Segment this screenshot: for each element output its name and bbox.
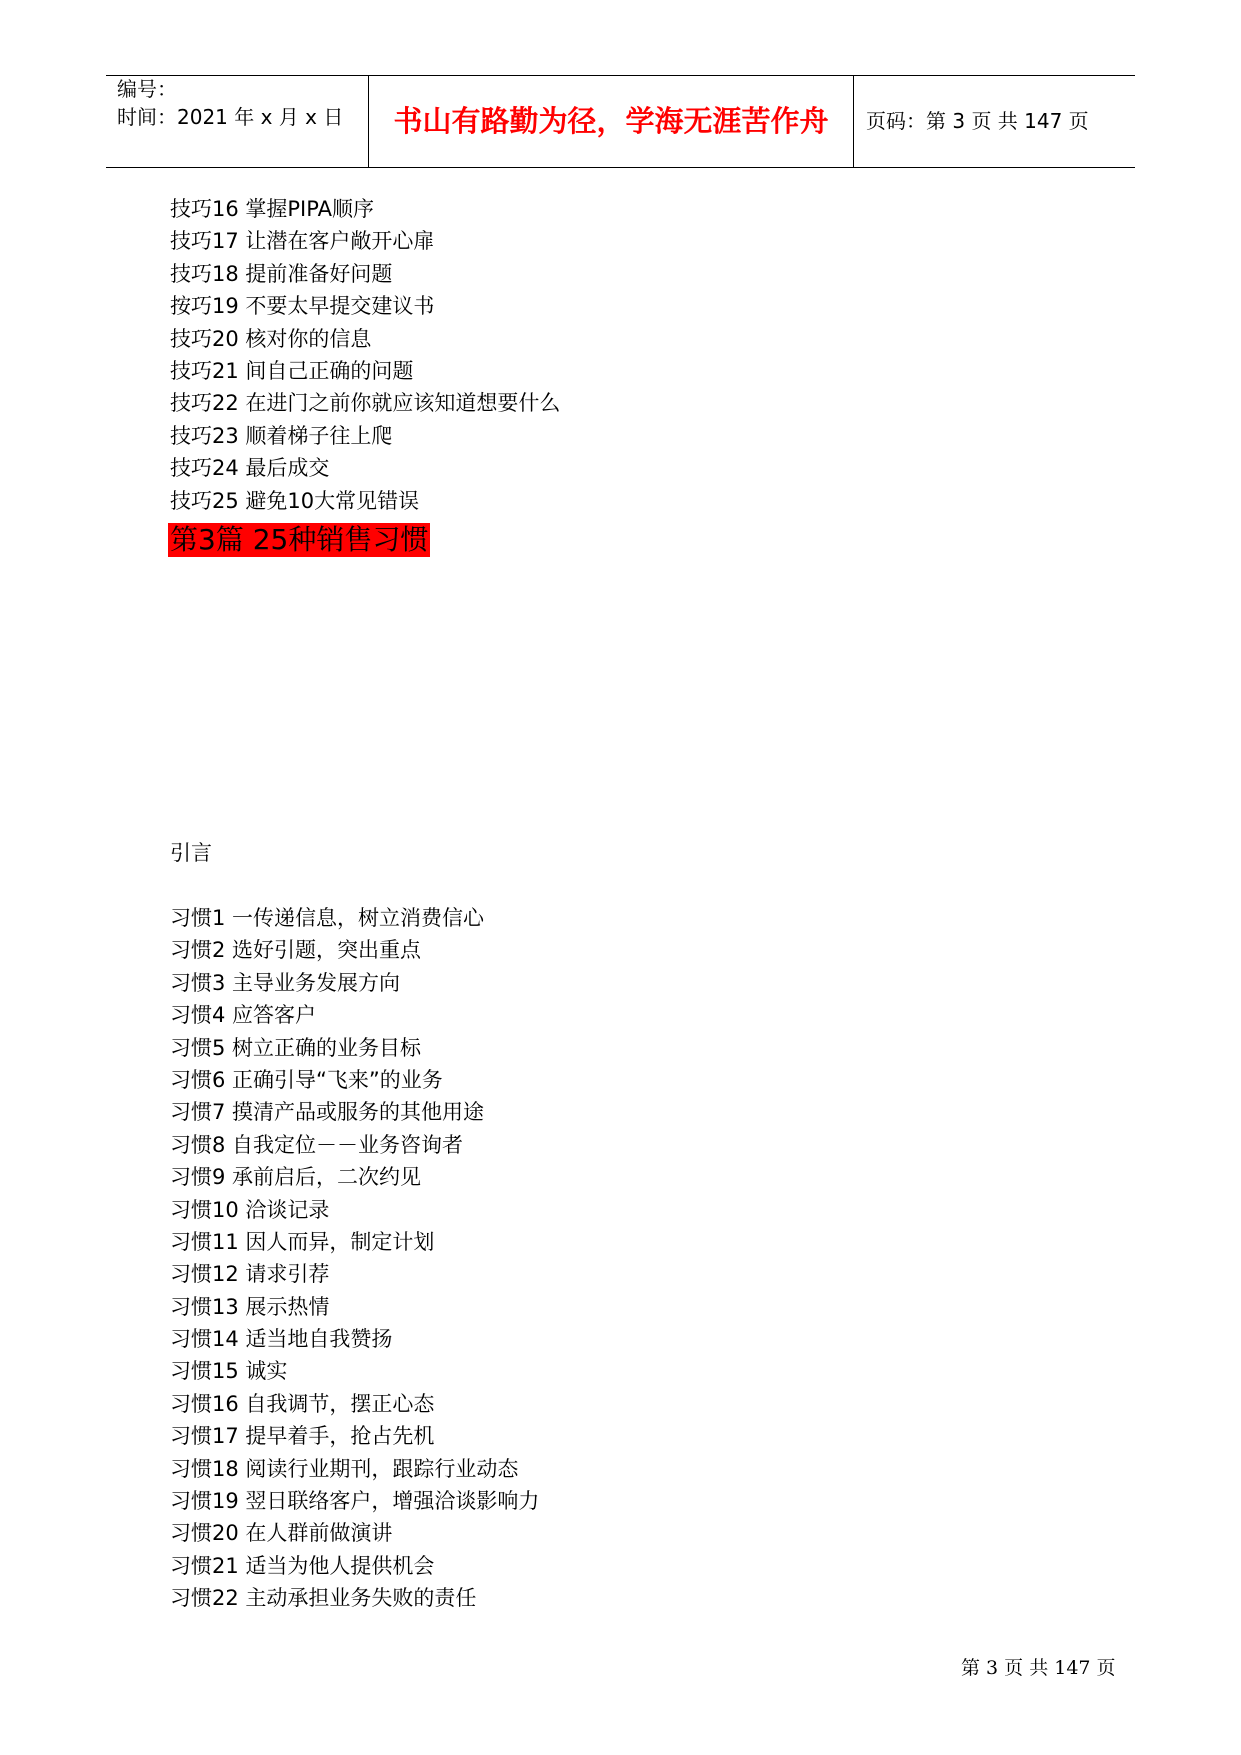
list-item: 习惯18 阅读行业期刊，跟踪行业动态 bbox=[170, 1456, 519, 1481]
list-item: 习惯20 在人群前做演讲 bbox=[170, 1521, 393, 1546]
header-divider-right bbox=[853, 75, 854, 167]
document-time: 时间：2021 年 x 月 x 日 bbox=[117, 105, 344, 129]
list-item: 习惯3 主导业务发展方向 bbox=[170, 970, 401, 995]
list-item: 习惯5 树立正确的业务目标 bbox=[170, 1035, 422, 1060]
list-item: 技巧24 最后成交 bbox=[170, 456, 330, 481]
list-item: 习惯15 诚实 bbox=[170, 1359, 288, 1384]
list-item: 技巧25 避免10大常见错误 bbox=[170, 488, 420, 513]
header-bottom-rule bbox=[106, 167, 1135, 168]
list-item: 习惯21 适当为他人提供机会 bbox=[170, 1553, 435, 1578]
list-item: 习惯2 选好引题，突出重点 bbox=[170, 938, 422, 963]
list-item: 习惯11 因人而异，制定计划 bbox=[170, 1229, 435, 1254]
page-footer: 第 3 页 共 147 页 bbox=[961, 1657, 1116, 1679]
list-item: 习惯22 主动承担业务失败的责任 bbox=[170, 1586, 477, 1611]
list-item: 习惯14 适当地自我赞扬 bbox=[170, 1327, 393, 1352]
list-item: 习惯16 自我调节，摆正心态 bbox=[170, 1391, 435, 1416]
list-item: 习惯4 应答客户 bbox=[170, 1003, 317, 1028]
list-item: 习惯13 展示热情 bbox=[170, 1294, 330, 1319]
techniques-list bbox=[170, 193, 560, 517]
list-item: 技巧20 核对你的信息 bbox=[170, 326, 372, 351]
list-item: 技巧17 让潜在客户敞开心扉 bbox=[170, 229, 435, 254]
header-page-info: 页码：第 3 页 共 147 页 bbox=[866, 109, 1089, 133]
header-top-rule bbox=[106, 75, 1135, 76]
section-heading: 第3篇 25种销售习惯 bbox=[170, 523, 429, 556]
list-item: 习惯17 提早着手，抢占先机 bbox=[170, 1424, 435, 1449]
list-item: 技巧23 顺着梯子往上爬 bbox=[170, 423, 393, 448]
list-item: 习惯9 承前启后，二次约见 bbox=[170, 1165, 422, 1190]
list-item: 习惯12 请求引荐 bbox=[170, 1262, 330, 1287]
list-item: 按巧19 不要太早提交建议书 bbox=[170, 294, 435, 319]
habits-list bbox=[170, 902, 539, 1615]
list-item: 习惯19 翌日联络客户，增强洽谈影响力 bbox=[170, 1489, 540, 1514]
list-item: 技巧18 提前准备好问题 bbox=[170, 261, 393, 286]
list-item: 习惯1 一传递信息，树立消费信心 bbox=[170, 906, 485, 930]
list-item: 习惯8 自我定位－－业务咨询者 bbox=[170, 1132, 464, 1157]
list-item: 习惯10 洽谈记录 bbox=[170, 1197, 330, 1222]
list-item: 技巧22 在进门之前你就应该知道想要什么 bbox=[170, 391, 561, 416]
list-item: 技巧16 掌握PIPA顺序 bbox=[170, 197, 374, 221]
list-item: 习惯6 正确引导“飞来”的业务 bbox=[170, 1067, 443, 1092]
list-item: 习惯7 摸清产品或服务的其他用途 bbox=[170, 1100, 485, 1125]
list-item: 技巧21 间自己正确的问题 bbox=[170, 358, 414, 383]
document-number-label: 编号： bbox=[117, 77, 177, 101]
header-slogan: 书山有路勤为径，学海无涯苦作舟 bbox=[393, 104, 829, 138]
intro-heading: 引言 bbox=[170, 841, 212, 865]
